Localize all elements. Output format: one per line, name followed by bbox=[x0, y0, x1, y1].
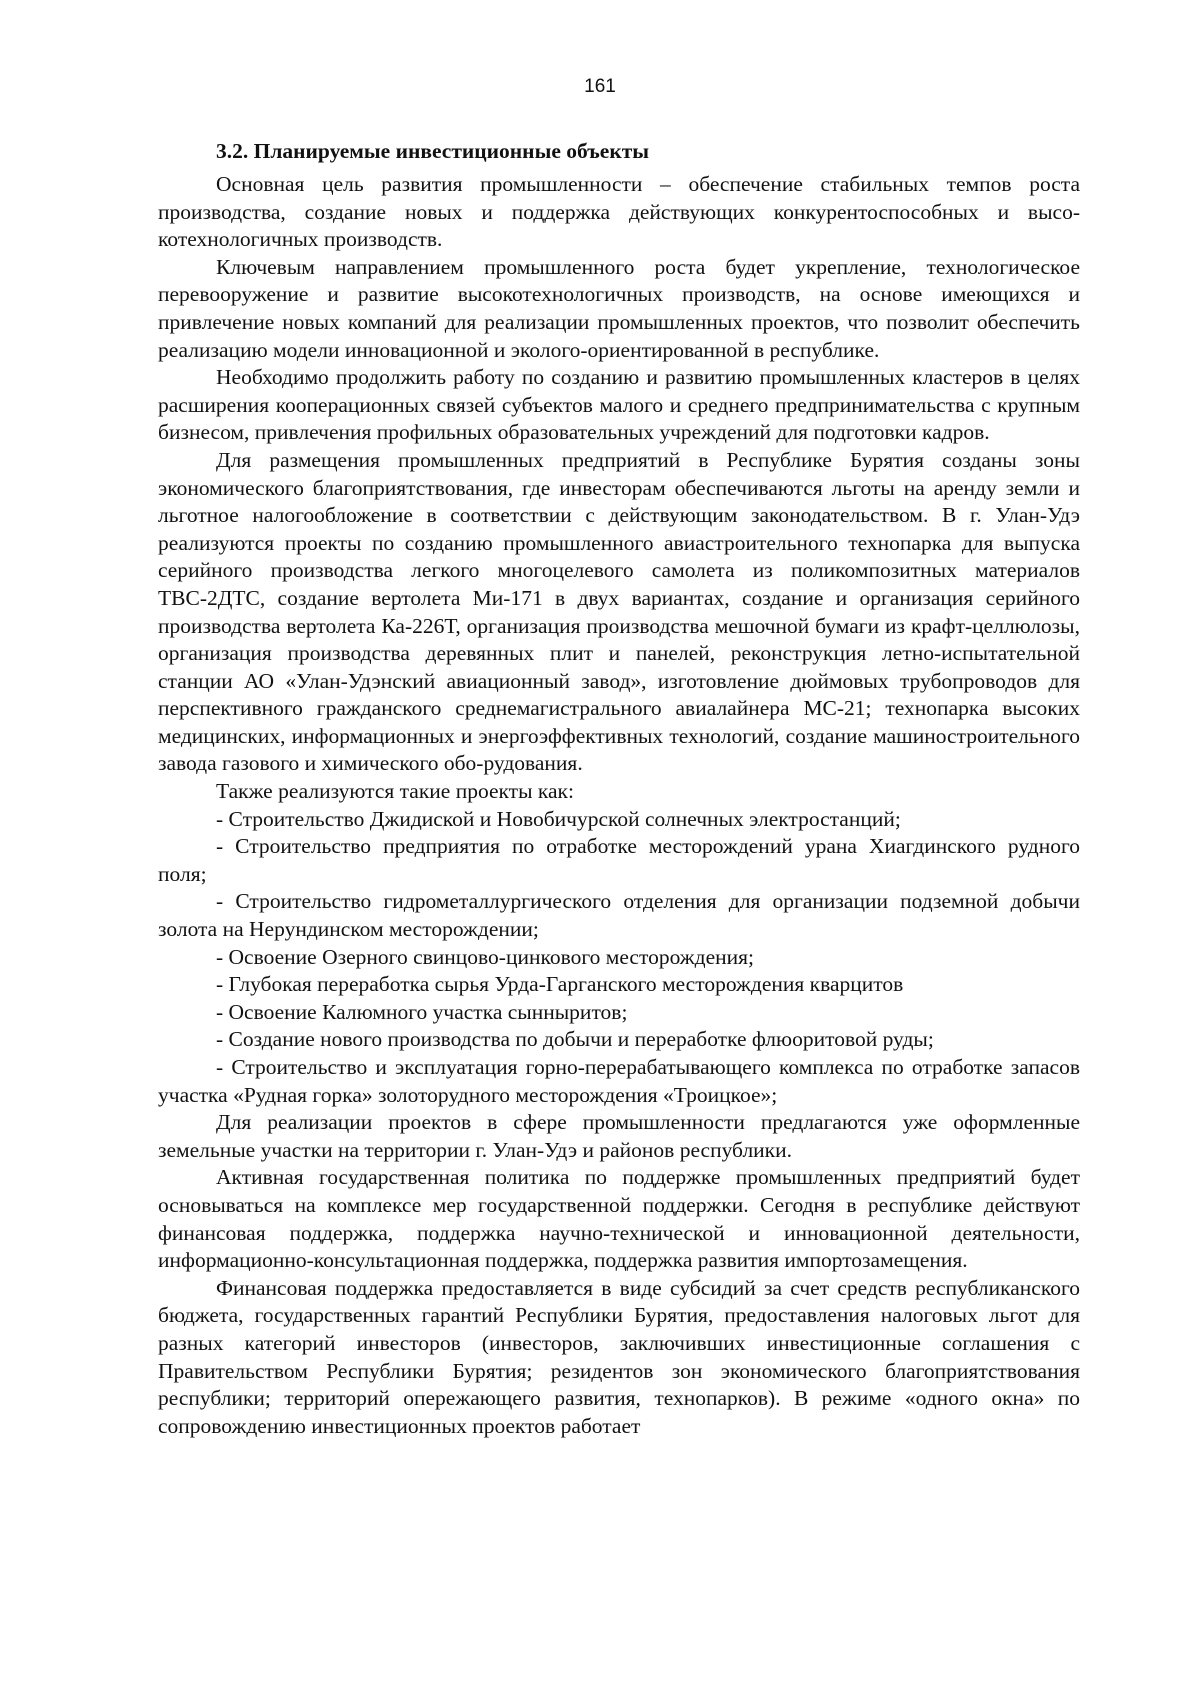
paragraph-land-plots: Для реализации проектов в сфере промышленности предлагаются уже оформленные земельные участки на территории г. Улан-Удэ и районов республики. bbox=[158, 1110, 1080, 1162]
paragraph-key-direction: Ключевым направлением промышленного роста будет укрепление, технологическое перевооружение и развитие высокотехнологичных производств, на основе имеющихся и привлечение новых компаний для реализации промышленных проектов, что позволит обеспечить реализацию модели инновационной и эколого-ориентированной в республике. bbox=[158, 254, 1080, 362]
list-item: - Строительство и эксплуатация горно-перерабатывающего комплекса по отработке запасов участка «Рудная горка» золоторудного месторождения «Троицкое»; bbox=[158, 1055, 1080, 1107]
list-item: - Строительство предприятия по отработке месторождений урана Хиагдинского рудного поля; bbox=[158, 834, 1080, 886]
paragraph-projects-intro: Также реализуются такие проекты как: bbox=[216, 779, 574, 804]
list-item: - Освоение Озерного свинцово-цинкового месторождения; bbox=[216, 944, 754, 969]
paragraph-zones: Для размещения промышленных предприятий в Республике Бурятия созданы зоны экономического благоприятствования, где инвесторам обеспечиваются льготы на аренду земли и льготное налогообложение в соответствии с действующим законодательством. В г. Улан-Удэ реализуются проекты по созданию промышленного авиастроительного технопарка для выпуска серийного производства легкого многоцелевого самолета из поликомпозитных материалов ТВС-2ДТС, создание вертолета Ми-171 в двух вариантах, создание и организация серийного производства вертолета Ка-226Т, организация производства мешочной бумаги из крафт-целлюлозы, организация производства деревянных плит и панелей, реконструкция летно-испытательной станции АО «Улан-Удэнский авиационный завод», изготовление дюймовых трубопроводов для перспективного гражданского среднемагистрального авиалайнера МС-21; технопарка высоких медицинских, информационных и энергоэффективных технологий, создание машиностроительного завода газового и химического обо-рудования. bbox=[158, 447, 1080, 776]
list-item: - Строительство Джидиской и Новобичурской солнечных электростанций; bbox=[216, 806, 901, 831]
list-item: - Освоение Калюмного участка сынныритов; bbox=[216, 999, 628, 1024]
paragraph-state-policy: Активная государственная политика по поддержке промышленных предприятий будет основываться на комплексе мер государственной поддержки. Сегодня в республике действуют финансовая поддержка, поддержка научно-технической и инновационной деятельности, информационно-консультационная поддержка, поддержка развития импортозамещения. bbox=[158, 1165, 1080, 1273]
section-heading: 3.2. Планируемые инвестиционные объекты bbox=[216, 139, 650, 163]
page-number: 161 bbox=[584, 76, 616, 97]
paragraph-goal: Основная цель развития промышленности – обеспечение стабильных темпов роста производства, создание новых и поддержка действующих конкурентоспособных и высокотехнологичных производств. bbox=[158, 172, 1080, 252]
paragraph-clusters: Необходимо продолжить работу по созданию и развитию промышленных кластеров в целях расширения кооперационных связей субъектов малого и среднего предпринимательства с крупным бизнесом, привлечения профильных образовательных учреждений для подготовки кадров. bbox=[158, 365, 1080, 445]
list-item: - Создание нового производства по добычи и переработке флюоритовой руды; bbox=[216, 1027, 934, 1052]
list-item: - Строительство гидрометаллургического отделения для организации подземной добычи золота на Нерундинском месторождении; bbox=[158, 889, 1080, 942]
page-content bbox=[158, 138, 1080, 1440]
list-item: - Глубокая переработка сырья Урда-Гарганского месторождения кварцитов bbox=[216, 972, 904, 997]
paragraph-financial-support: Финансовая поддержка предоставляется в виде субсидий за счет средств республиканского бюджета, государственных гарантий Республики Бурятия, предоставления налоговых льгот для разных категорий инвесторов (инвесторов, заключивших инвестиционные соглашения с Правительством Республики Бурятия; резидентов зон экономического благоприятствования республики; территорий опережающего развития, технопарков). В режиме «одного окна» по сопровождению инвестиционных проектов работает bbox=[158, 1275, 1080, 1438]
